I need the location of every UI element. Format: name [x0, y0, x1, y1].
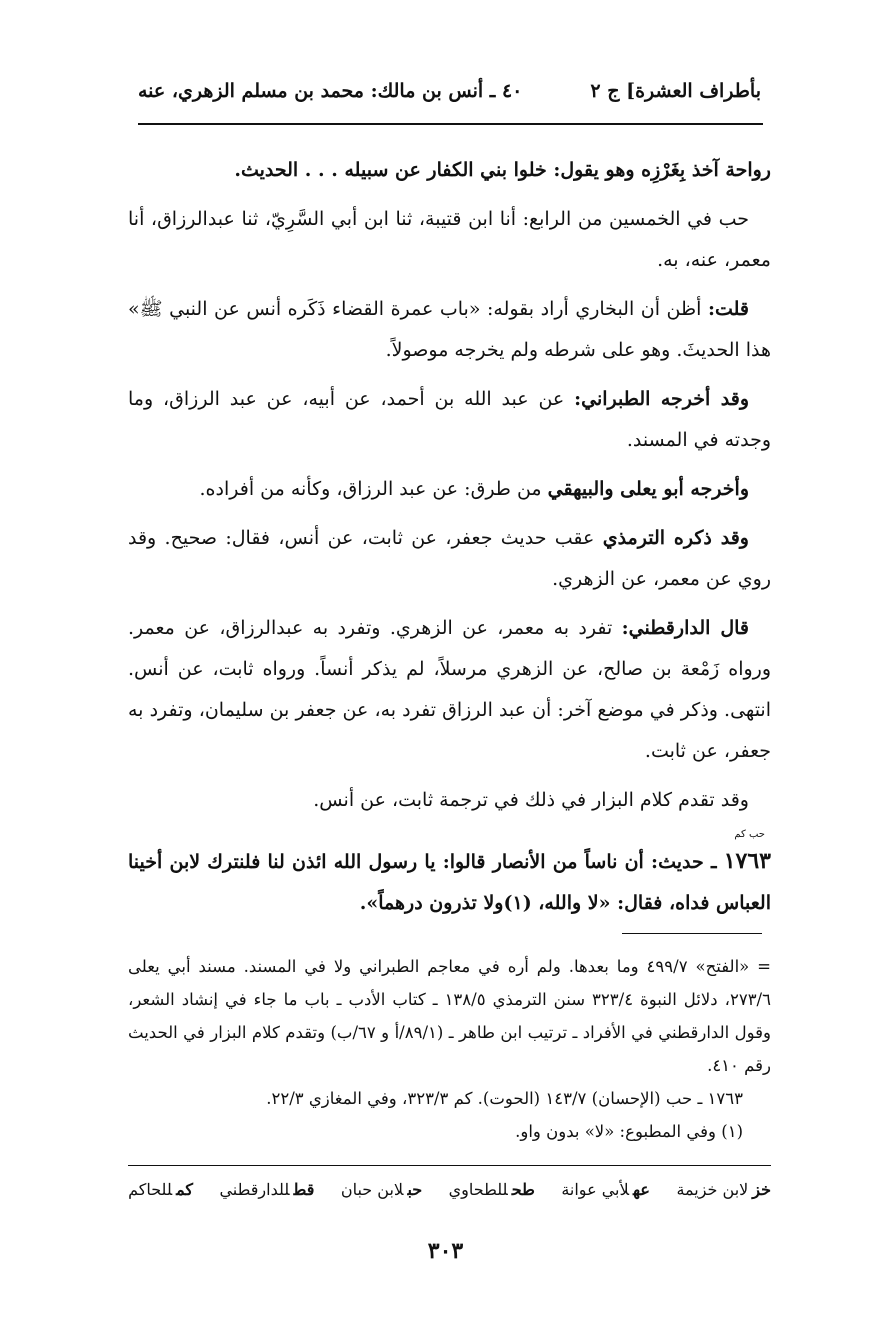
paragraph-6-text: عقب حديث جعفر، عن ثابت، عن أنس، فقال: صحيح. وقد روي عن معمر، عن الزهري.	[128, 527, 771, 590]
paragraph-5	[128, 469, 771, 510]
paragraph-1	[128, 150, 771, 191]
abbr-code: حب	[407, 1180, 423, 1199]
abbr-code: كم	[176, 1180, 193, 1199]
footnote-separator	[622, 933, 762, 934]
abbr-text: لأبي عوانة	[561, 1180, 630, 1199]
hadith-number: ١٧٦٣	[723, 848, 771, 874]
abbr-item	[128, 1180, 193, 1199]
paragraph-4	[128, 379, 771, 461]
source-marginal-note: حب كم	[734, 829, 765, 840]
paragraph-6	[128, 518, 771, 600]
paragraph-4-lead: وقد أخرجه الطبراني:	[574, 388, 749, 410]
paragraph-2: حب في الخمسين من الرابع: أنا ابن قتيبة، ثنا ابن أبي السَّرِيّ، ثنا عبدالرزاق، أنا معمر، عنه، به.	[128, 208, 771, 271]
paragraph-4-text: عن عبد الله بن أحمد، عن أبيه، عن عبد الرزاق، وما وجدته في المسند.	[128, 388, 771, 451]
abbr-text: للدارقطني	[219, 1180, 290, 1199]
paragraph-3	[128, 289, 771, 371]
abbr-text: للطحاوي	[448, 1180, 508, 1199]
abbr-item	[219, 1180, 314, 1199]
hadith-text: ـ حديث: أن ناساً من الأنصار قالوا: يا رسول الله ائذن لنا فلنترك لابن أخينا العباس فداه، فقال: «لا والله، (١)ولا تذرون درهماً».	[128, 851, 771, 914]
abbr-text: لابن خزيمة	[676, 1180, 749, 1199]
header-rule	[138, 123, 763, 125]
abbr-item	[449, 1180, 535, 1199]
paragraph-1-text: رواحة آخذ بِغَرْزِه وهو يقول: خلوا بني الكفار عن سبيله . . . الحديث.	[234, 159, 771, 181]
header-chapter: ٤٠ ـ أنس بن مالك: محمد بن مسلم الزهري، عنه	[138, 80, 523, 102]
header-volume: بأطراف العشرة] ج ٢	[590, 80, 761, 102]
main-text	[128, 150, 771, 932]
abbr-code: طح	[511, 1180, 535, 1199]
paragraph-6-lead: وقد ذكره الترمذي	[602, 527, 749, 549]
paragraph-7	[128, 608, 771, 772]
abbr-code: قط	[293, 1180, 315, 1199]
paragraph-3-text: أظن أن البخاري أراد بقوله: «باب عمرة القضاء ذَكَره أنس عن النبي ﷺ» هذا الحديثَ. وهو على شرطه ولم يخرجه موصولاً.	[128, 298, 771, 361]
abbr-code: عه	[633, 1180, 650, 1199]
abbr-item	[341, 1180, 422, 1199]
footnote-3: (١) وفي المطبوع: «لا» بدون واو.	[515, 1122, 743, 1141]
abbr-text: للحاكم	[128, 1180, 173, 1199]
abbr-text: لابن حبان	[340, 1180, 404, 1199]
footnotes	[128, 950, 771, 1148]
abbreviation-rule	[128, 1165, 771, 1166]
running-header	[138, 74, 761, 114]
paragraph-3-lead: قلت:	[707, 298, 749, 320]
paragraph-8: وقد تقدم كلام البزار في ذلك في ترجمة ثابت، عن أنس.	[313, 789, 749, 811]
abbr-code: خز	[752, 1180, 771, 1199]
paragraph-5-text: من طرق: عن عبد الرزاق، وكأنه من أفراده.	[199, 478, 548, 500]
paragraph-7-text: تفرد به معمر، عن الزهري. وتفرد به عبدالرزاق، عن معمر. ورواه زَمْعة بن صالح، عن الزهري مرسلاً، لم يذكر أنساً. ورواه ثابت، عن أنس. انتهى. وذكر في موضع آخر: أن عبد الرزاق تفرد به، عن جعفر بن سليمان، وتفرد به جعفر، عن ثابت.	[128, 617, 771, 762]
paragraph-7-lead: قال الدارقطني:	[621, 617, 749, 639]
abbreviation-key	[128, 1180, 771, 1199]
paragraph-5-lead: وأخرجه أبو يعلى والبيهقي	[547, 478, 749, 500]
abbr-item	[676, 1180, 771, 1199]
footnote-1: = «الفتح» ٤٩٩/٧ وما بعدها. ولم أره في معاجم الطبراني ولا في المسند. مسند أبي يعلى ٢٧٣/٦، دلائل النبوة ٣٢٣/٤ سنن الترمذي ١٣٨/٥ ـ كتاب الأدب ـ باب ما جاء في إنشاد الشعر، وقول الدارقطني في الأفراد ـ ترتيب ابن طاهر ـ (٨٩/١/أ و ٦٧/ب) وتقدم كلام البزار في الحديث رقم ٤١٠.	[128, 957, 771, 1075]
page-number: ٣٠٣	[427, 1238, 464, 1264]
footnote-2: ١٧٦٣ ـ حب (الإحسان) ١٤٣/٧ (الحوت). كم ٣٢٣/٣، وفي المغازي ٢٢/٣.	[266, 1089, 743, 1108]
hadith-entry	[128, 829, 771, 924]
abbr-item	[561, 1180, 650, 1199]
